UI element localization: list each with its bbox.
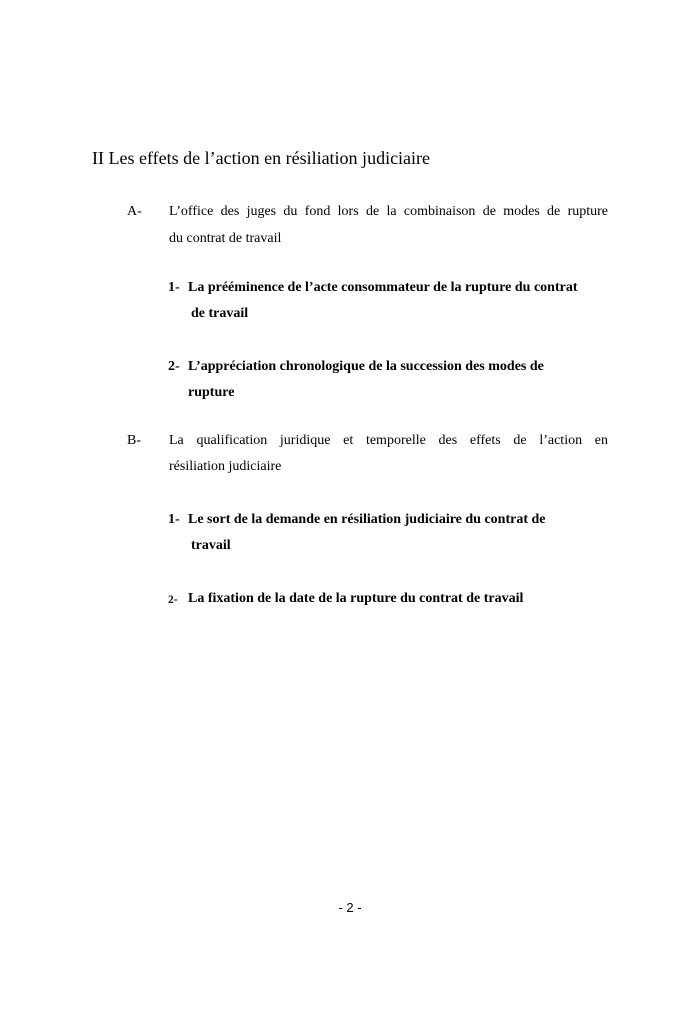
subsection-b2-label: 2- — [168, 594, 178, 606]
subsection-b1-line-1: Le sort de la demande en résiliation judiciaire du contrat de — [188, 512, 546, 527]
subsection-b2-line-1: La fixation de la date de la rupture du contrat de travail — [188, 591, 524, 606]
section-title: II Les effets de l’action en résiliation judiciaire — [92, 148, 431, 168]
subsection-a2-label: 2- — [168, 359, 180, 374]
section-a-line-1: L’office des juges du fond lors de la combinaison de modes de rupture — [169, 204, 608, 219]
section-a-label: A- — [127, 204, 142, 219]
section-b-line-1: La qualification juridique et temporelle des effets de l’action en — [169, 433, 608, 448]
subsection-a2-line-1: L’appréciation chronologique de la succession des modes de — [188, 359, 544, 374]
subsection-b1-label: 1- — [168, 512, 180, 527]
section-b-line-2: résiliation judiciaire — [169, 459, 282, 474]
subsection-a1-line-2: de travail — [191, 306, 249, 321]
subsection-a1-label: 1- — [168, 280, 180, 295]
section-b-label: B- — [127, 433, 141, 448]
section-a-line-2: du contrat de travail — [169, 231, 282, 246]
subsection-a1-line-1: La prééminence de l’acte consommateur de la rupture du contrat — [188, 280, 578, 295]
page-number: - 2 - — [338, 900, 362, 915]
subsection-a2-line-2: rupture — [188, 385, 235, 400]
subsection-b1-line-2: travail — [191, 538, 231, 553]
